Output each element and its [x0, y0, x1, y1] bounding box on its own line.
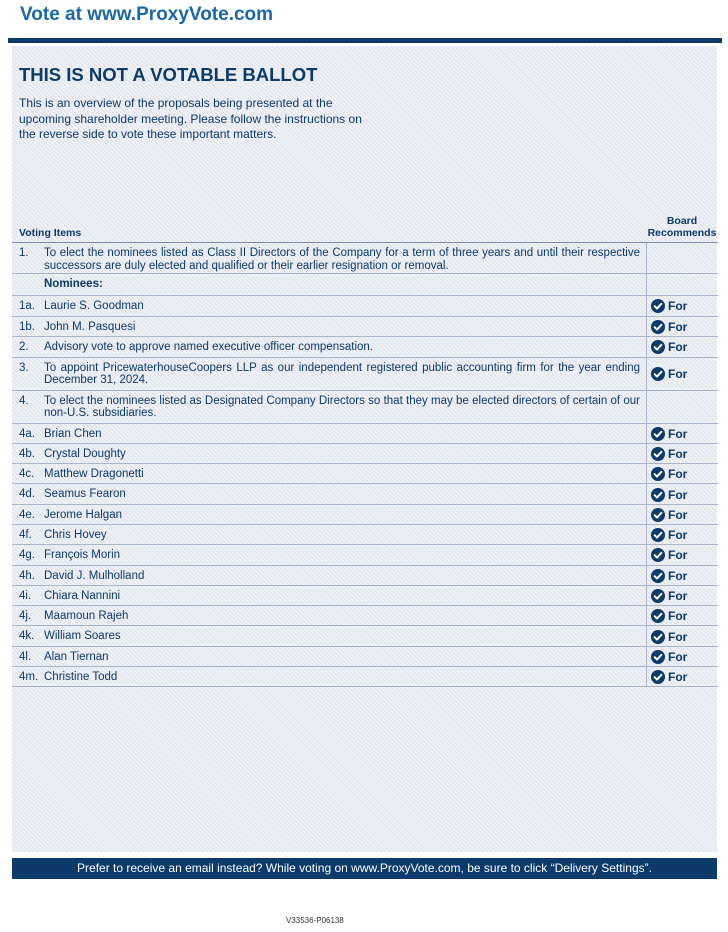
- table-row: [12, 525, 718, 545]
- item-number: 4i.: [19, 589, 32, 602]
- recommendation-cell: [646, 586, 718, 606]
- recommendation-cell: [646, 667, 718, 687]
- table-row: [12, 391, 718, 424]
- item-number: 1.: [19, 247, 29, 259]
- table-row: [12, 358, 718, 391]
- item-text: Seamus Fearon: [44, 488, 126, 501]
- recommendation-cell: [646, 606, 718, 626]
- recommendation-cell: [646, 337, 718, 358]
- table-row: [12, 444, 718, 464]
- recommendation-for: For: [668, 568, 688, 583]
- item-number: 3.: [19, 361, 29, 374]
- recommendation-cell: [646, 391, 718, 424]
- recommendation-for: For: [668, 629, 688, 644]
- item-number: 4a.: [19, 427, 35, 440]
- check-circle-icon: [651, 427, 665, 441]
- table-row: [12, 606, 718, 626]
- item-number: 4h.: [19, 569, 35, 582]
- item-text: François Morin: [44, 549, 121, 562]
- item-number: 4c.: [19, 468, 35, 481]
- item-number: 4m.: [19, 671, 39, 684]
- item-number: 4e.: [19, 508, 35, 521]
- recommendation-cell: [646, 317, 718, 338]
- recommendation-for: For: [668, 340, 688, 355]
- item-number: 1a.: [19, 300, 35, 312]
- recommendation-cell: [646, 358, 718, 391]
- table-row: [12, 667, 718, 687]
- item-text: Advisory vote to approve named executive officer compensation.: [44, 341, 373, 353]
- table-row: [12, 545, 718, 565]
- recommendation-cell: [646, 296, 718, 317]
- check-circle-icon: [651, 650, 665, 664]
- recommendation-for: For: [668, 299, 688, 314]
- check-circle-icon: [651, 299, 665, 313]
- footer-banner: Prefer to receive an email instead? While voting on www.ProxyVote.com, be sure to click “Delivery Settings”.: [12, 858, 717, 879]
- item-text: Matthew Dragonetti: [44, 468, 144, 481]
- header-divider: [8, 38, 722, 43]
- board-header-line2: Recommends: [647, 227, 717, 239]
- table-row: [12, 337, 718, 358]
- recommendation-cell: [646, 464, 718, 484]
- intro-text: This is an overview of the proposals being presented at the upcoming shareholder meeting. Please follow the instructions on the reverse side to vote these important matters.: [19, 96, 362, 141]
- table-row: [12, 566, 718, 586]
- recommendation-for: For: [668, 670, 688, 685]
- table-row: [12, 647, 718, 667]
- check-circle-icon: [651, 589, 665, 603]
- item-text: William Soares: [44, 630, 121, 643]
- recommendation-cell: [646, 484, 718, 504]
- recommendation-cell: [646, 545, 718, 565]
- recommendation-for: For: [668, 446, 688, 461]
- item-text: Crystal Doughty: [44, 447, 126, 460]
- recommendation-for: For: [668, 589, 688, 604]
- recommendation-for: For: [668, 487, 688, 502]
- item-number: 1b.: [19, 320, 35, 333]
- recommendation-for: For: [668, 609, 688, 624]
- item-text: Brian Chen: [44, 427, 102, 440]
- item-number: 4k.: [19, 630, 35, 643]
- item-text: Laurie S. Goodman: [44, 300, 144, 312]
- check-circle-icon: [651, 670, 665, 684]
- recommendation-cell: [646, 525, 718, 545]
- item-number: 2.: [19, 341, 29, 353]
- item-number: 4d.: [19, 488, 35, 501]
- check-circle-icon: [651, 569, 665, 583]
- recommendation-cell: [646, 647, 718, 667]
- check-circle-icon: [651, 447, 665, 461]
- item-number: 4f.: [19, 528, 32, 541]
- recommendation-for: For: [668, 319, 688, 334]
- recommendation-for: For: [668, 649, 688, 664]
- item-number: 4b.: [19, 447, 35, 460]
- item-text: Christine Todd: [44, 671, 118, 684]
- recommendation-cell: [646, 243, 718, 274]
- table-row: [12, 586, 718, 606]
- check-circle-icon: [651, 548, 665, 562]
- check-circle-icon: [651, 609, 665, 623]
- recommendation-for: For: [668, 528, 688, 543]
- item-text: To elect the nominees listed as Class II Directors of the Company for a term of three years and until their respective successors are duly elected and qualified or their earlier resignation or removal.: [44, 247, 640, 272]
- item-text: David J. Mulholland: [44, 569, 145, 582]
- item-text: Alan Tiernan: [44, 650, 109, 663]
- table-row: [12, 464, 718, 484]
- item-number: 4j.: [19, 610, 32, 623]
- board-recommends-header: [646, 215, 718, 239]
- item-number: 4.: [19, 394, 29, 407]
- table-row: [12, 626, 718, 646]
- nominees-row: [12, 274, 718, 296]
- table-row: [12, 243, 718, 274]
- table-row: [12, 317, 718, 338]
- item-text: To appoint PricewaterhouseCoopers LLP as our independent registered public accounting firm for the year ending December 31, 2024.: [44, 361, 640, 386]
- recommendation-cell: [646, 626, 718, 646]
- item-text: To elect the nominees listed as Designated Company Directors so that they may be elected directors of certain of our non-U.S. subsidiaries.: [44, 394, 640, 419]
- table-row: [12, 484, 718, 504]
- check-circle-icon: [651, 467, 665, 481]
- recommendation-for: For: [668, 507, 688, 522]
- recommendation-for: For: [668, 426, 688, 441]
- recommendation-for: For: [668, 367, 688, 381]
- recommendation-cell: [646, 424, 718, 444]
- item-number: 4l.: [19, 650, 32, 663]
- recommendation-cell: [646, 274, 718, 296]
- recommendation-cell: [646, 444, 718, 464]
- check-circle-icon: [651, 508, 665, 522]
- check-circle-icon: [651, 528, 665, 542]
- table-row: [12, 296, 718, 317]
- table-row: [12, 505, 718, 525]
- check-circle-icon: [651, 367, 665, 381]
- voting-table: [12, 242, 718, 687]
- page-title: THIS IS NOT A VOTABLE BALLOT: [19, 64, 318, 85]
- recommendation-cell: [646, 505, 718, 525]
- recommendation-for: For: [668, 467, 688, 482]
- recommendation-cell: [646, 566, 718, 586]
- table-row: [12, 424, 718, 444]
- board-header-line1: Board: [666, 215, 698, 227]
- item-text: Jerome Halgan: [44, 508, 122, 521]
- nominees-label: Nominees:: [44, 278, 103, 290]
- item-text: Chiara Nannini: [44, 589, 121, 602]
- recommendation-for: For: [668, 548, 688, 563]
- item-text: Maamoun Rajeh: [44, 610, 129, 623]
- header-title: Vote at www.ProxyVote.com: [20, 4, 274, 25]
- voting-items-header: Voting Items: [19, 227, 82, 239]
- item-number: 4g.: [19, 549, 35, 562]
- check-circle-icon: [651, 630, 665, 644]
- check-circle-icon: [651, 340, 665, 354]
- check-circle-icon: [651, 488, 665, 502]
- check-circle-icon: [651, 320, 665, 334]
- item-text: Chris Hovey: [44, 528, 107, 541]
- document-code: V33536-P06138: [286, 916, 344, 925]
- item-text: John M. Pasquesi: [44, 320, 136, 333]
